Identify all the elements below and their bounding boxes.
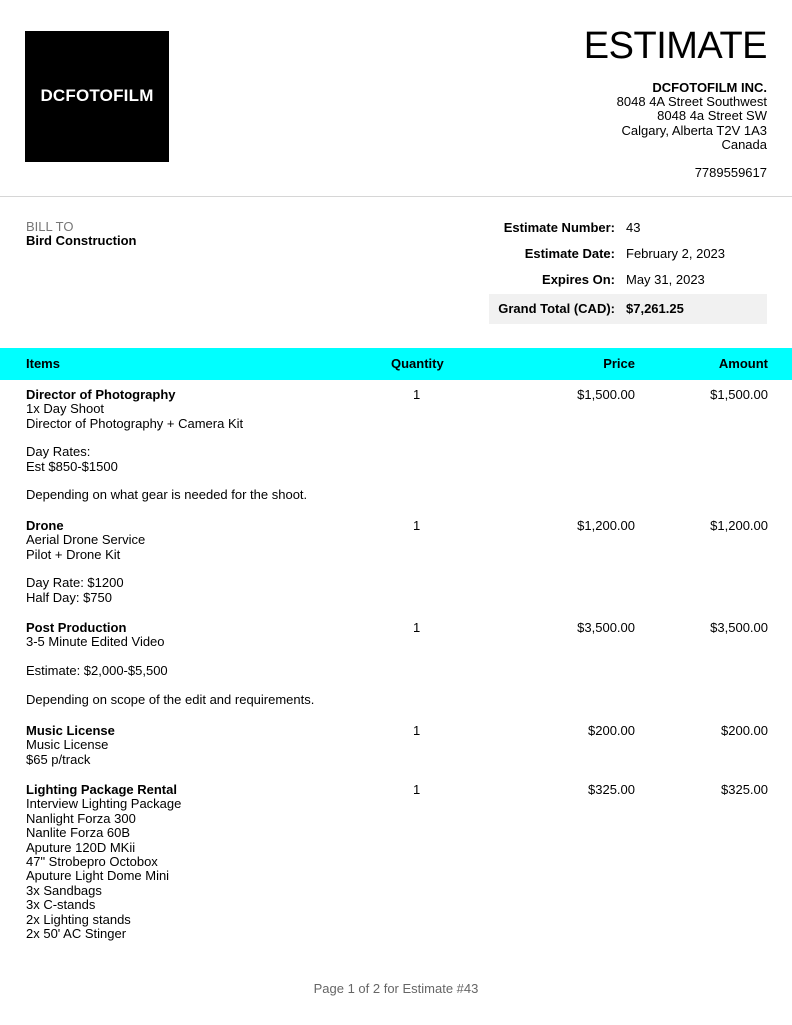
item-description [26, 621, 386, 707]
meta-row-date [489, 241, 767, 267]
item-detail-line: Music License [26, 737, 109, 753]
item-detail-line: Est $850-$1500 [26, 458, 118, 474]
logo-text: DCFOTOFILM [40, 86, 154, 106]
company-address-line: Canada [721, 136, 767, 152]
company-address-line: 8048 4a Street SW [657, 108, 767, 124]
item-price: $1,500.00 [577, 387, 635, 402]
item-title: Lighting Package Rental [26, 782, 177, 797]
item-title: Music License [26, 723, 115, 738]
meta-row-grand-total [489, 294, 767, 324]
item-detail-line: Day Rates: [26, 444, 91, 460]
item-detail-line: Nanlight Forza 300 [26, 810, 136, 826]
meta-label: Estimate Number: [503, 219, 615, 235]
company-name: DCFOTOFILM INC. [652, 80, 767, 95]
meta-label: Grand Total (CAD): [498, 300, 615, 316]
item-detail-line: Nanlite Forza 60B [26, 825, 131, 841]
item-detail-line: Day Rate: $1200 [26, 575, 124, 591]
estimate-meta [489, 215, 767, 324]
item-detail-line: Depending on what gear is needed for the shoot. [26, 487, 308, 503]
meta-value: February 2, 2023 [626, 245, 726, 261]
company-address-line: 8048 4A Street Southwest [616, 94, 767, 110]
item-detail-line [26, 562, 386, 576]
company-address-line: Calgary, Alberta T2V 1A3 [621, 122, 767, 138]
item-detail-line: Estimate: $2,000-$5,500 [26, 663, 168, 678]
item-price: $1,200.00 [577, 518, 635, 533]
item-quantity: 1 [413, 782, 421, 797]
item-detail-line: Aerial Drone Service [26, 532, 146, 548]
item-price: $200.00 [588, 723, 635, 738]
item-price: $325.00 [588, 782, 635, 797]
item-amount: $1,200.00 [710, 518, 768, 533]
item-detail-line: Director of Photography + Camera Kit [26, 415, 244, 431]
header-divider [0, 196, 792, 197]
item-amount: $1,500.00 [710, 387, 768, 402]
meta-label: Estimate Date: [524, 245, 615, 261]
document-title: ESTIMATE [583, 25, 767, 67]
item-detail-line: 47" Strobepro Octobox [26, 854, 158, 870]
item-description [26, 519, 386, 605]
item-quantity: 1 [413, 723, 421, 738]
item-description [26, 724, 386, 767]
company-logo [25, 31, 169, 162]
item-quantity: 1 [413, 620, 421, 635]
meta-value: May 31, 2023 [626, 271, 705, 287]
meta-row-number [489, 215, 767, 241]
item-title: Director of Photography [26, 387, 176, 402]
item-quantity: 1 [413, 387, 421, 402]
grand-total-value: $7,261.25 [626, 300, 684, 316]
item-detail-line: 2x Lighting stands [26, 911, 131, 927]
meta-label: Expires On: [542, 271, 615, 287]
item-detail-line: 3-5 Minute Edited Video [26, 634, 165, 650]
bill-to-label: BILL TO [26, 219, 74, 234]
company-info [617, 81, 767, 180]
page-footer: Page 1 of 2 for Estimate #43 [313, 981, 479, 996]
item-amount: $3,500.00 [710, 620, 768, 635]
item-detail-line [26, 431, 386, 445]
item-price: $3,500.00 [577, 620, 635, 635]
client-name: Bird Construction [26, 233, 137, 249]
header-quantity: Quantity [391, 356, 444, 371]
header-price: Price [603, 356, 635, 371]
item-detail-line: 3x Sandbags [26, 882, 102, 898]
item-detail-line [26, 678, 386, 692]
item-title: Drone [26, 518, 64, 533]
item-detail-line: 2x 50' AC Stinger [26, 926, 127, 942]
item-quantity: 1 [413, 518, 421, 533]
item-detail-line: Aputure 120D MKii [26, 839, 136, 855]
item-amount: $325.00 [721, 782, 768, 797]
item-detail-line [26, 474, 386, 488]
company-phone: 7789559617 [694, 165, 767, 181]
item-detail-line: Half Day: $750 [26, 589, 112, 605]
items-table-header [0, 348, 792, 380]
item-detail-line [26, 650, 386, 664]
item-detail-line: 3x C-stands [26, 897, 96, 913]
item-description [26, 388, 386, 503]
item-amount: $200.00 [721, 723, 768, 738]
item-detail-line: $65 p/track [26, 751, 91, 767]
item-title: Post Production [26, 620, 127, 635]
item-detail-line: Pilot + Drone Kit [26, 546, 121, 562]
header-amount: Amount [718, 356, 768, 371]
item-detail-line: Interview Lighting Package [26, 796, 182, 812]
item-detail-line: 1x Day Shoot [26, 401, 105, 417]
meta-row-expires [489, 267, 767, 293]
item-description [26, 783, 386, 941]
header-items: Items [26, 356, 60, 371]
bill-to [26, 220, 137, 249]
item-detail-line: Aputure Light Dome Mini [26, 868, 170, 884]
meta-value: 43 [626, 219, 641, 235]
item-detail-line: Depending on scope of the edit and requirements. [26, 691, 315, 707]
